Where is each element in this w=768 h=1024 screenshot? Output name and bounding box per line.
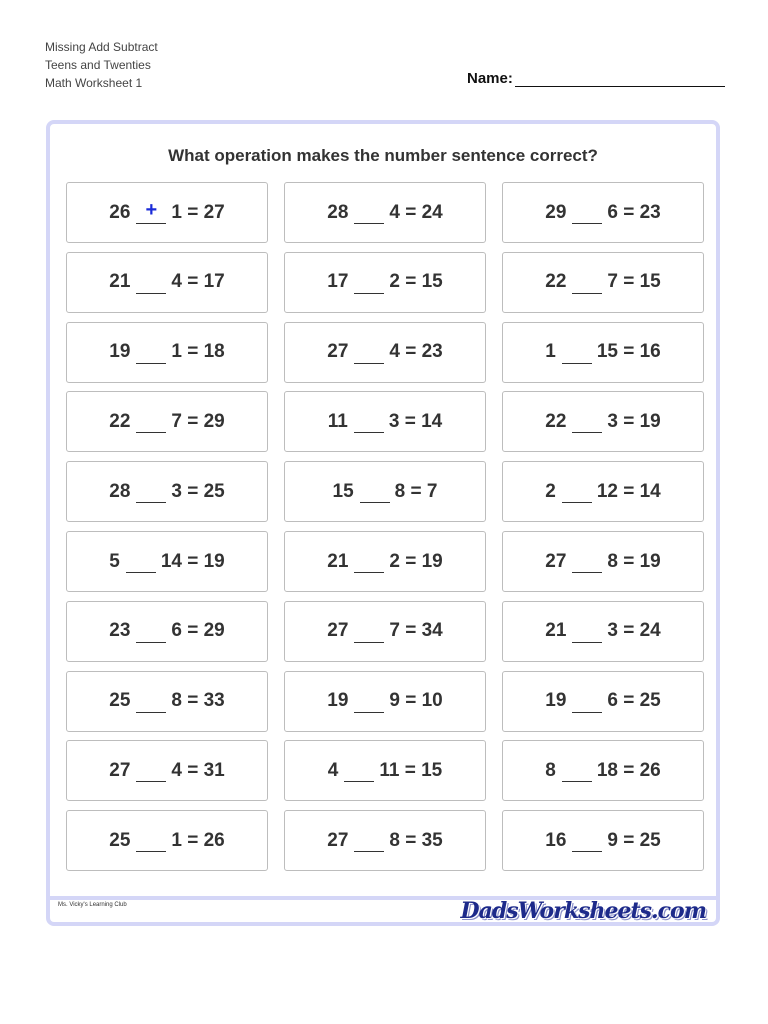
operation-blank[interactable]	[354, 620, 384, 643]
name-field[interactable]	[467, 70, 725, 87]
problem-rest: 8 = 35	[389, 829, 443, 851]
operation-blank[interactable]	[354, 341, 384, 364]
problem-first-number: 22	[545, 410, 567, 432]
problem-cell	[66, 740, 268, 801]
problem-rest: 2 = 15	[389, 271, 443, 293]
problem-rest: 3 = 24	[607, 620, 661, 642]
problem-cell	[502, 740, 704, 801]
operation-blank[interactable]	[572, 690, 602, 713]
problem-rest: 3 = 19	[607, 410, 661, 432]
problem-cell	[502, 252, 704, 313]
operation-blank[interactable]	[572, 620, 602, 643]
problem-cell	[284, 391, 486, 452]
problem-first-number: 26	[109, 201, 131, 223]
problem-cell	[66, 671, 268, 732]
problem-cell	[284, 252, 486, 313]
operation-blank[interactable]	[136, 410, 166, 433]
problem-cell	[66, 461, 268, 522]
operation-blank[interactable]	[136, 201, 166, 224]
problem-rest: 4 = 17	[171, 271, 225, 293]
problem-rest: 8 = 19	[607, 550, 661, 572]
operation-blank[interactable]	[572, 271, 602, 294]
operation-blank[interactable]	[354, 410, 384, 433]
problem-cell	[502, 461, 704, 522]
problem-rest: 1 = 26	[171, 829, 225, 851]
problem-rest: 18 = 26	[596, 759, 661, 781]
problem-first-number: 28	[327, 201, 349, 223]
problem-cell	[66, 182, 268, 243]
problem-cell	[284, 601, 486, 662]
problem-cell	[284, 461, 486, 522]
problem-first-number: 19	[327, 690, 349, 712]
operation-answer: +	[145, 199, 158, 221]
operation-blank[interactable]	[354, 550, 384, 573]
problem-rest: 6 = 23	[607, 201, 661, 223]
problem-rest: 1 = 27	[171, 201, 225, 223]
problem-first-number: 27	[327, 341, 349, 363]
problem-first-number: 1	[545, 341, 556, 363]
operation-blank[interactable]	[354, 690, 384, 713]
operation-blank[interactable]	[136, 620, 166, 643]
operation-blank[interactable]	[126, 550, 156, 573]
worksheet-title-line-3: Math Worksheet 1	[45, 76, 143, 90]
problem-first-number: 4	[327, 759, 339, 781]
operation-blank[interactable]	[136, 759, 166, 782]
problem-rest: 7 = 34	[389, 620, 443, 642]
operation-blank[interactable]	[562, 480, 592, 503]
problem-first-number: 5	[109, 550, 120, 572]
worksheet-title-line-1: Missing Add Subtract	[45, 40, 158, 54]
problem-first-number: 28	[109, 480, 131, 502]
problem-first-number: 27	[109, 759, 131, 781]
problem-cell	[66, 531, 268, 592]
problem-cell	[284, 671, 486, 732]
name-blank-line[interactable]	[515, 70, 725, 87]
problem-first-number: 22	[545, 271, 567, 293]
problem-cell	[284, 740, 486, 801]
problem-rest: 6 = 29	[171, 620, 225, 642]
problem-first-number: 21	[109, 271, 131, 293]
problem-cell	[66, 322, 268, 383]
operation-blank[interactable]	[354, 829, 384, 852]
problem-first-number: 22	[109, 410, 131, 432]
problem-cell	[502, 182, 704, 243]
problem-cell	[66, 252, 268, 313]
problem-cell	[284, 531, 486, 592]
operation-blank[interactable]	[136, 829, 166, 852]
problem-rest: 3 = 25	[171, 480, 225, 502]
worksheet-frame	[46, 120, 720, 926]
worksheet-title-line-2: Teens and Twenties	[45, 58, 151, 72]
problem-cell	[66, 810, 268, 871]
problem-rest: 7 = 15	[607, 271, 661, 293]
problem-rest: 6 = 25	[607, 690, 661, 712]
problem-first-number: 21	[327, 550, 349, 572]
problem-rest: 1 = 18	[171, 341, 225, 363]
problem-first-number: 2	[545, 480, 556, 502]
problem-first-number: 23	[109, 620, 131, 642]
problem-first-number: 15	[332, 480, 354, 502]
problem-first-number: 19	[545, 690, 567, 712]
problem-rest: 7 = 29	[171, 410, 225, 432]
problem-first-number: 25	[109, 829, 131, 851]
problem-rest: 12 = 14	[596, 480, 661, 502]
operation-blank[interactable]	[572, 410, 602, 433]
operation-blank[interactable]	[354, 201, 384, 224]
problem-first-number: 17	[327, 271, 349, 293]
operation-blank[interactable]	[572, 829, 602, 852]
problem-rest: 8 = 33	[171, 690, 225, 712]
credit-text: Ms. Vicky's Learning Club	[58, 902, 127, 908]
problem-cell	[284, 810, 486, 871]
problem-first-number: 27	[327, 620, 349, 642]
operation-blank[interactable]	[572, 201, 602, 224]
worksheet-info	[45, 38, 158, 92]
problem-cell	[66, 391, 268, 452]
problem-cell	[284, 182, 486, 243]
problem-rest: 2 = 19	[389, 550, 443, 572]
operation-blank[interactable]	[136, 480, 166, 503]
problem-first-number: 27	[327, 829, 349, 851]
problem-cell	[284, 322, 486, 383]
problem-rest: 14 = 19	[160, 550, 225, 572]
operation-blank[interactable]	[136, 341, 166, 364]
operation-blank[interactable]	[344, 759, 374, 782]
operation-blank[interactable]	[354, 271, 384, 294]
problem-rest: 11 = 15	[379, 759, 443, 781]
operation-blank[interactable]	[562, 759, 592, 782]
problem-cell	[502, 671, 704, 732]
problem-first-number: 25	[109, 690, 131, 712]
problem-cell	[502, 322, 704, 383]
problem-cell	[502, 810, 704, 871]
problem-rest: 3 = 14	[388, 410, 443, 432]
operation-blank[interactable]	[360, 480, 390, 503]
operation-blank[interactable]	[572, 550, 602, 573]
name-label: Name:	[467, 70, 513, 87]
problem-first-number: 8	[545, 759, 556, 781]
problem-first-number: 29	[545, 201, 567, 223]
problem-cell	[502, 391, 704, 452]
operation-blank[interactable]	[136, 690, 166, 713]
problem-rest: 4 = 23	[389, 341, 443, 363]
problem-rest: 15 = 16	[596, 341, 661, 363]
problem-first-number: 21	[545, 620, 567, 642]
problem-rest: 8 = 7	[394, 480, 438, 502]
problem-rest: 4 = 24	[389, 201, 443, 223]
problem-first-number: 16	[545, 829, 567, 851]
problem-cell	[66, 601, 268, 662]
problem-cell	[502, 601, 704, 662]
site-logo: DadsWorksheets.com	[460, 898, 706, 924]
problem-first-number: 19	[109, 341, 131, 363]
problem-rest: 9 = 25	[607, 829, 661, 851]
problem-rest: 9 = 10	[389, 690, 443, 712]
problem-rest: 4 = 31	[171, 759, 225, 781]
question-heading: What operation makes the number sentence correct?	[168, 146, 598, 165]
problem-cell	[502, 531, 704, 592]
operation-blank[interactable]	[562, 341, 592, 364]
problem-first-number: 27	[545, 550, 567, 572]
problem-first-number: 11	[327, 410, 348, 432]
operation-blank[interactable]	[136, 271, 166, 294]
